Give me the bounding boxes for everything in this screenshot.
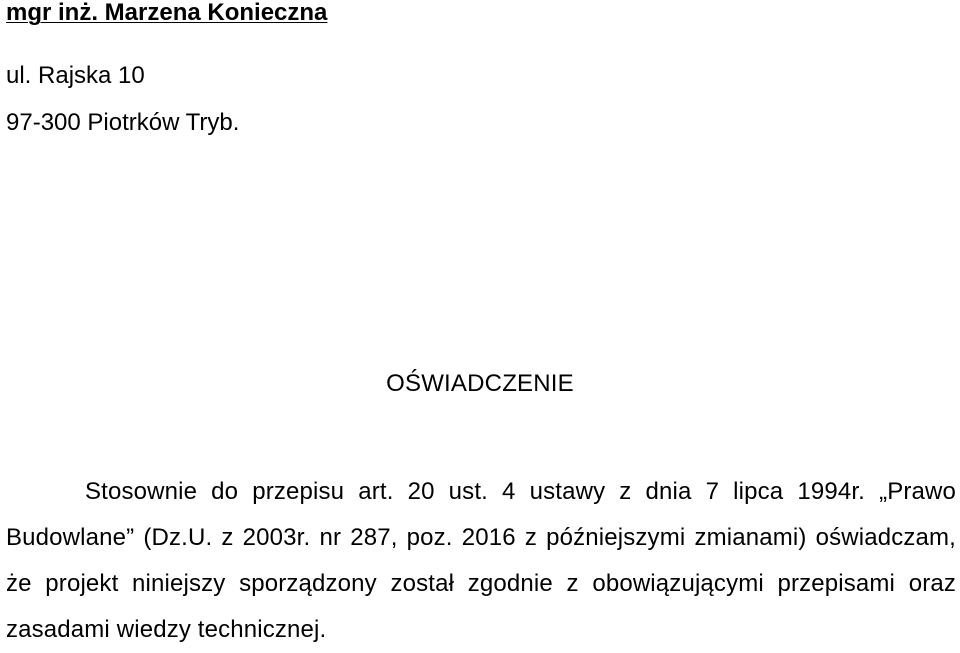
declaration-text: Stosownie do przepisu art. 20 ust. 4 ustawy z dnia 7 lipca 1994r. „Prawo Budowlane” (Dz.U. z 2003r. nr 287, poz. 2016 z późniejszymi zmianami) oświadczam, że projekt niniejszy sporządzony został zgodnie z obowiązującymi przepisami oraz zasadami wiedzy technicznej. [6, 478, 956, 643]
declaration-paragraph [6, 469, 956, 653]
document-title: OŚWIADCZENIE [386, 370, 574, 397]
address-street: ul. Rajska 10 [6, 62, 145, 89]
author-name: mgr inż. Marzena Konieczna [6, 0, 328, 26]
address-city: 97-300 Piotrków Tryb. [6, 109, 240, 136]
